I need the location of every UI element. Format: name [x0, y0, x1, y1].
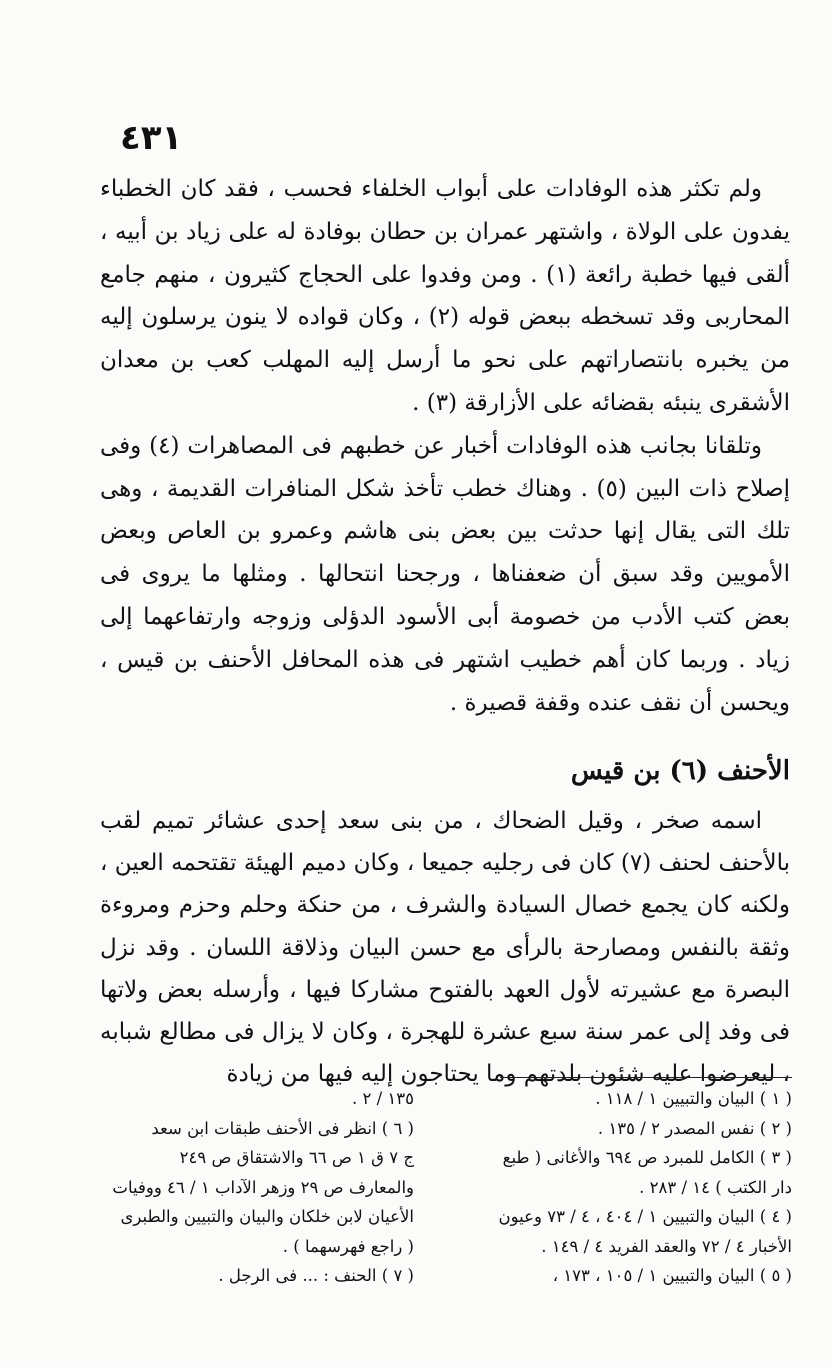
paragraph: وتلقانا بجانب هذه الوفادات أخبار عن خطبهم فى المصاهرات (٤) وفى إصلاح ذات البين (٥) . وهناك خطب تأخذ شكل المنافرات القديمة ، وهى تلك التى يقال إنها حدثت بين بعض بنى هاشم وعمرو بن العاص وبعض الأمويين وقد سبق أن ضعفناها ، ورجحنا انتحالها . ومثلها ما يروى فى بعض كتب الأدب من خصومة أبى الأسود الدؤلى وزوجه وارتفاعهما إلى زياد . وربما كان أهم خطيب اشتهر فى هذه المحافل الأحنف بن قيس ، ويحسن أن نقف عنده وقفة قصيرة .: [100, 432, 791, 716]
footnote-line: الأعيان لابن خلكان والبيان والتبيين والطبرى: [120, 1207, 414, 1226]
footnote-line: ( ٥ ) البيان والتبيين ١ / ١٠٥ ، ١٧٣ ،: [552, 1266, 792, 1285]
footnote-line: ( ٣ ) الكامل للمبرد ص ٦٩٤ والأغانى ( طبع: [502, 1148, 792, 1167]
footnote-line: ج ٧ ق ١ ص ٦٦ والاشتقاق ص ٢٤٩: [179, 1148, 414, 1167]
footnote-line: الأخبار ٤ / ٧٢ والعقد الفريد ٤ / ١٤٩ .: [541, 1236, 792, 1256]
footnotes-right-column: [440, 1084, 792, 1291]
section-text: [100, 800, 790, 1095]
paragraph: اسمه صخر ، وقيل الضحاك ، من بنى سعد إحدى عشائر تميم لقب بالأحنف لحنف (٧) كان فى رجليه جميعا ، وكان دميم الهيئة تقتحمه العين ، ولكنه كان يجمع خصال السيادة والشرف ، من حنكة وحلم وحزم ومروءة وثقة بالنفس ومصارحة بالرأى مع حسن البيان وذلاقة اللسان . وقد نزل البصرة مع عشيرته لأول العهد بالفتوح مشاركا فيها ، وأرسله بعض ولاتها فى وفد إلى عمر سنة سبع عشرة للهجرة ، وكان لا يزال فى مطالع شبابه ، ليعرضوا عليه شئون بلدتهم وما يحتاجون إليه فيها من زيادة: [100, 808, 790, 1088]
footnote-line: ( راجع فهرسهما ) .: [282, 1236, 414, 1256]
footnote-line: ( ١ ) البيان والتبيين ١ / ١١٨ .: [595, 1089, 792, 1108]
footnote-line: ( ٢ ) نفس المصدر ٢ / ١٣٥ .: [597, 1118, 792, 1138]
main-text: [100, 168, 790, 724]
footnote-line: ( ٧ ) الحنف : ... فى الرجل .: [218, 1266, 414, 1285]
footnote-line: والمعارف ص ٢٩ وزهر الآداب ١ / ٤٦ ووفيات: [112, 1177, 414, 1197]
footnote-line: ١٣٥ / ٢ .: [351, 1089, 414, 1108]
footnote-line: ( ٦ ) انظر فى الأحنف طبقات ابن سعد: [151, 1118, 414, 1138]
footnotes-left-column: [82, 1084, 414, 1291]
footnote-line: دار الكتب ) ١٤ / ٢٨٣ .: [639, 1177, 792, 1197]
footnote-line: ( ٤ ) البيان والتبيين ١ / ٤٠٤ ، ٤ / ٧٣ وعيون: [498, 1207, 792, 1226]
page-number: ٤٣١: [120, 118, 183, 158]
section-heading: الأحنف (٦) بن قيس: [570, 756, 790, 786]
footnote-divider: [500, 1077, 792, 1078]
paragraph: ولم تكثر هذه الوفادات على أبواب الخلفاء فحسب ، فقد كان الخطباء يفدون على الولاة ، واشتهر عمران بن حطان بوفادة له على زياد بن أبيه ، ألقى فيها خطبة رائعة (١) . ومن وفدوا على الحجاج كثيرون ، منهم جامع المحاربى وقد تسخطه ببعض قوله (٢) ، وكان قواده لا ينون يرسلون إليه من يخبره بانتصاراتهم على نحو ما أرسل إليه المهلب كعب بن معدان الأشقرى ينبئه بقضائه على الأزارقة (٣) .: [100, 176, 790, 416]
